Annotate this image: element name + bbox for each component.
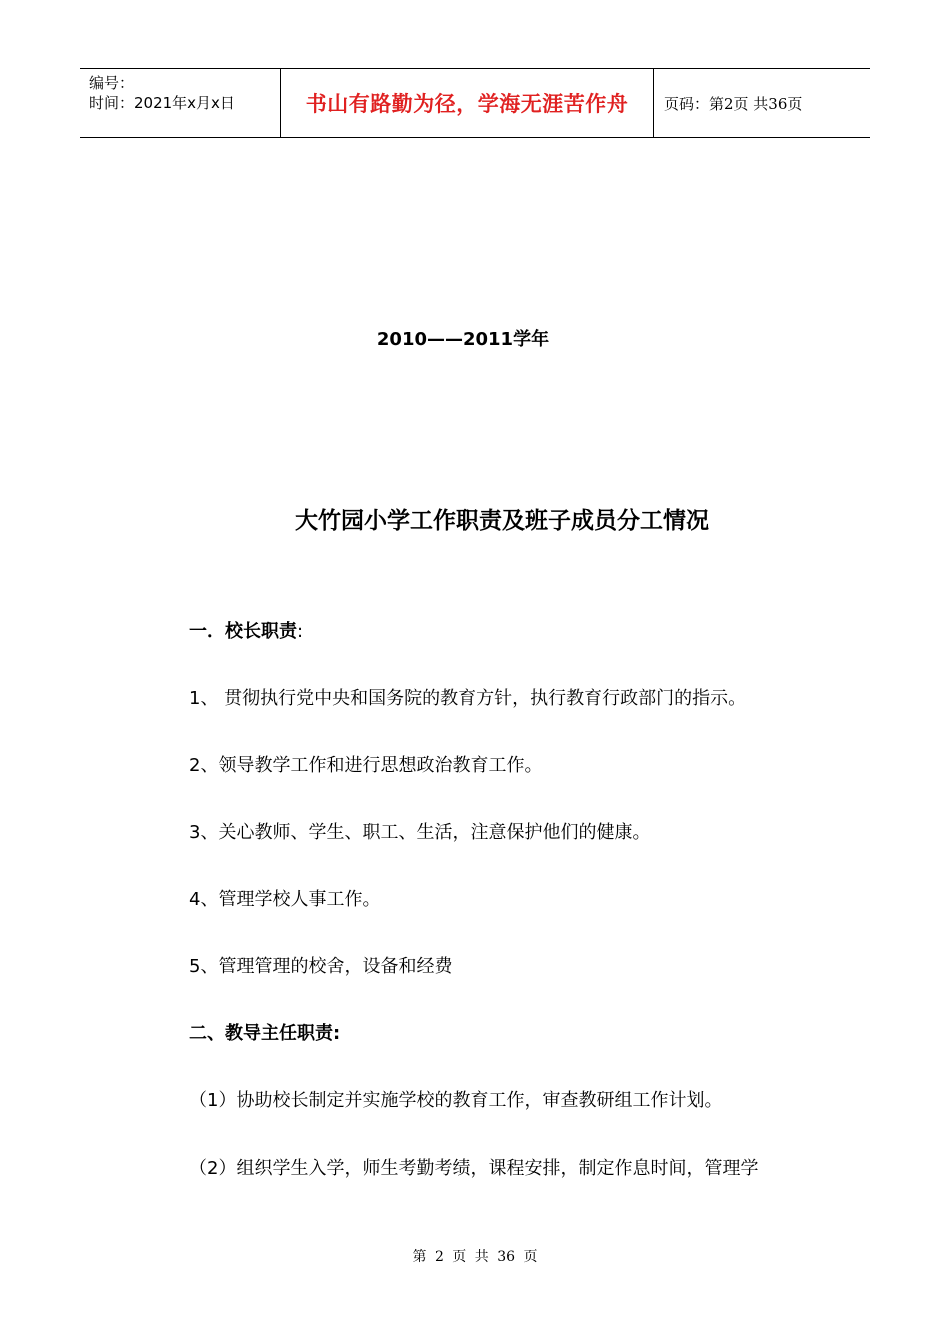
section-heading-dean: 二、教导主任职责: — [189, 1023, 341, 1044]
section-heading-colon: : — [297, 621, 304, 642]
header-meta-cell — [80, 69, 281, 137]
header-motto-cell — [281, 69, 654, 137]
document-number-label: 编号： — [89, 74, 135, 92]
list-item: 2、领导教学工作和进行思想政治教育工作。 — [189, 755, 543, 776]
document-time-label: 时间：2021年x月x日 — [89, 94, 235, 112]
year-title: 2010——2011学年 — [376, 329, 550, 350]
header-page-cell — [654, 69, 870, 137]
list-item: 1、 贯彻执行党中央和国务院的教育方针，执行教育行政部门的指示。 — [189, 688, 747, 709]
section-heading-text: 一．校长职责 — [189, 621, 297, 642]
document-title: 大竹园小学工作职责及班子成员分工情况 — [295, 508, 709, 534]
list-item: 4、管理学校人事工作。 — [189, 889, 381, 910]
page-header — [80, 68, 870, 138]
list-item: 3、关心教师、学生、职工、生活，注意保护他们的健康。 — [189, 822, 651, 843]
list-item: 5、管理管理的校舍，设备和经费 — [189, 956, 453, 977]
list-item: （2）组织学生入学，师生考勤考绩，课程安排，制定作息时间，管理学 — [189, 1158, 759, 1179]
header-page-info: 页码：第2页 共36页 — [664, 94, 803, 113]
page-footer: 第 2 页 共 36 页 — [412, 1249, 538, 1265]
header-motto: 书山有路勤为径，学海无涯苦作舟 — [305, 91, 629, 116]
list-item: （1）协助校长制定并实施学校的教育工作，审查教研组工作计划。 — [189, 1090, 723, 1111]
section-heading-principal — [189, 617, 303, 643]
